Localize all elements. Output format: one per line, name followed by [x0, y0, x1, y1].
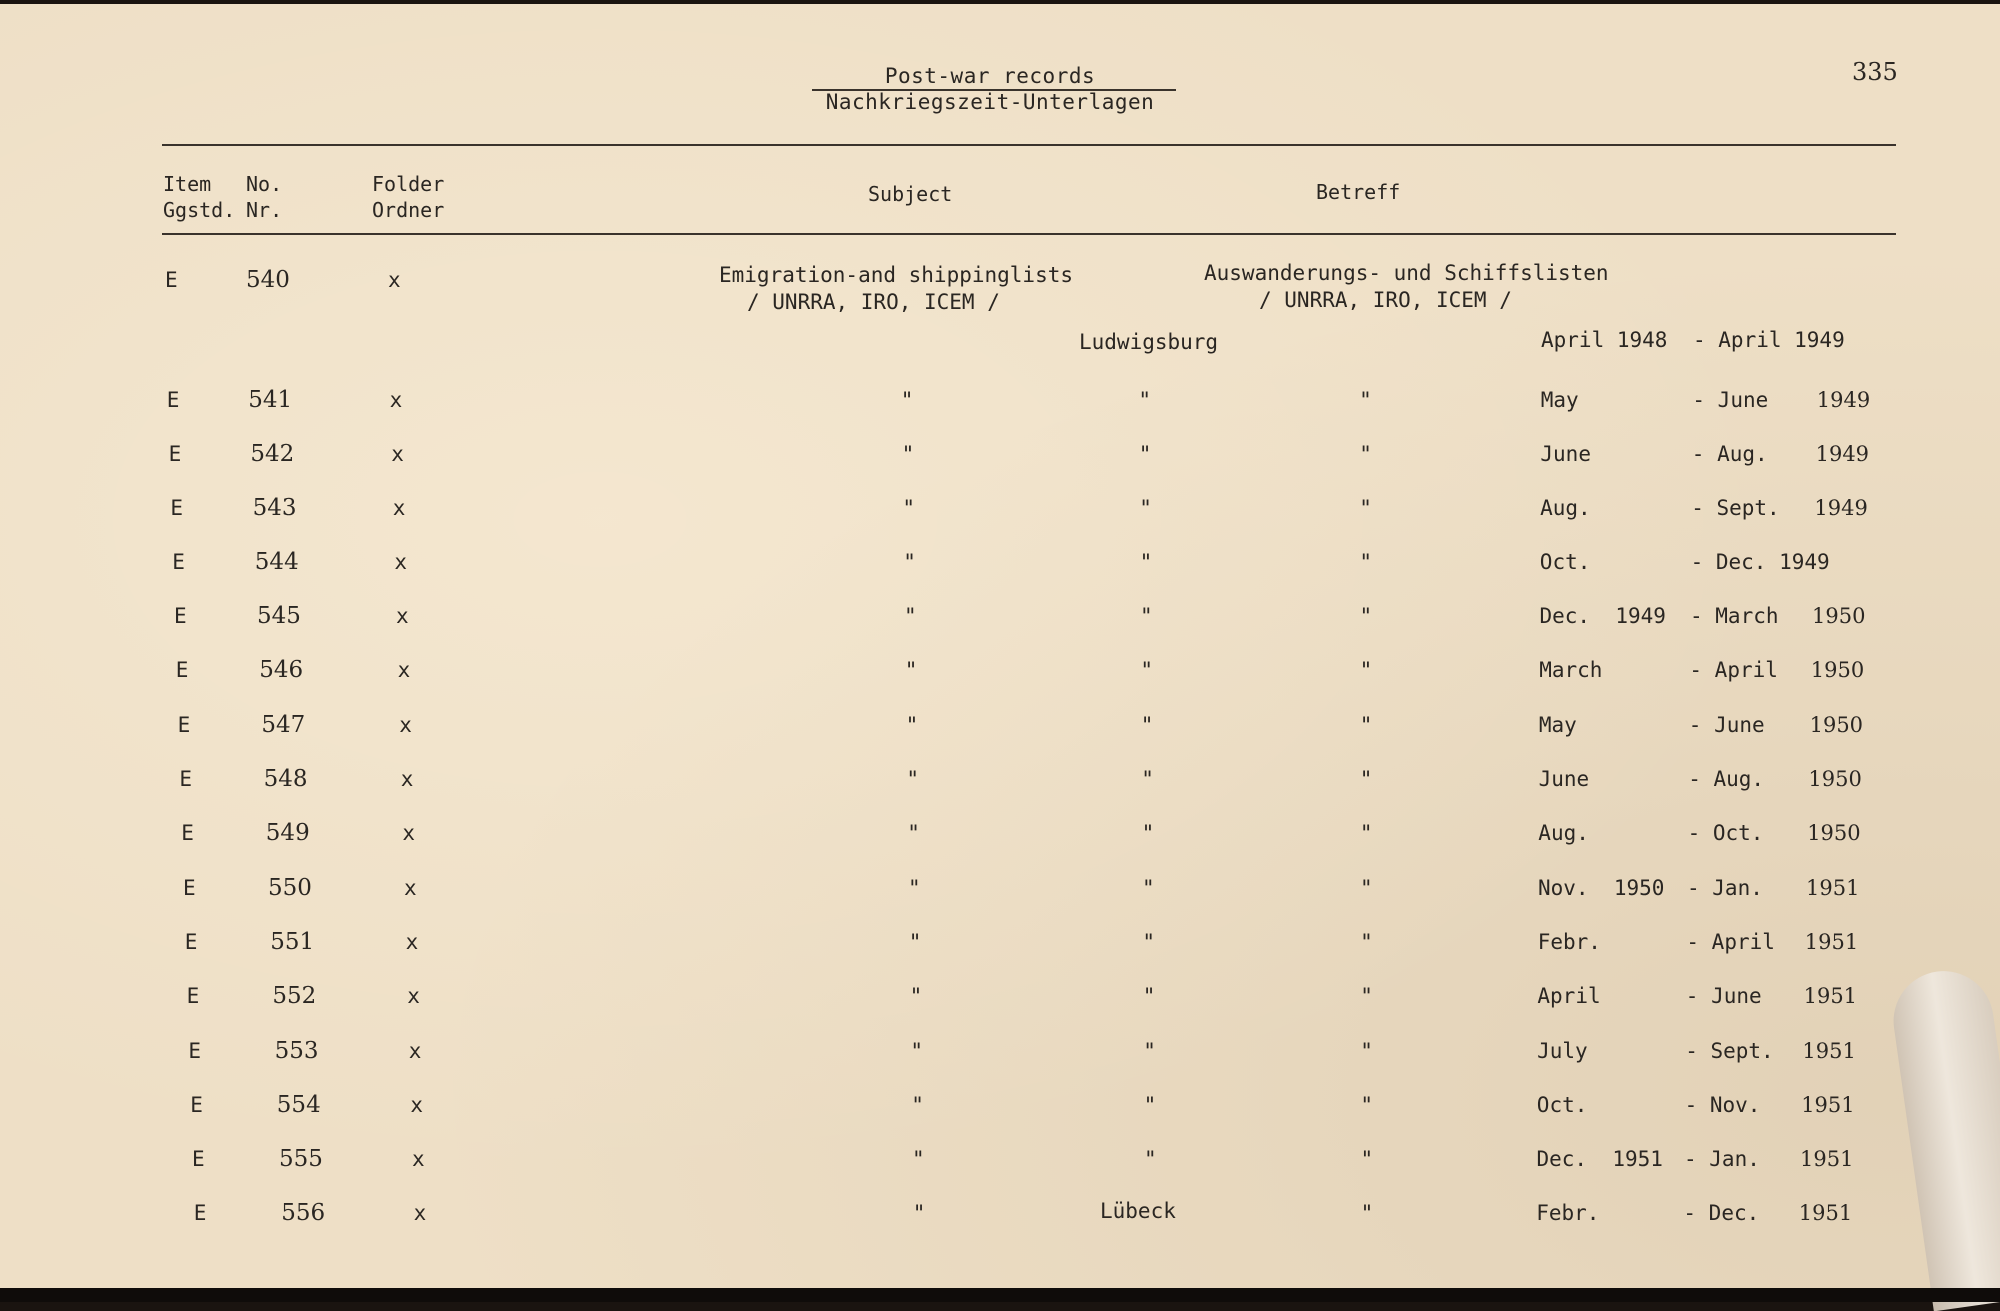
row-date-from: July: [1537, 1039, 1588, 1063]
row-number: 548: [263, 766, 308, 792]
row-year: 1950: [1812, 604, 1866, 628]
row-folder: x: [388, 268, 401, 292]
row-date-to: - Jan.: [1684, 1147, 1760, 1171]
row-date-to: - Aug.: [1688, 767, 1765, 791]
row-folder: x: [404, 876, 417, 900]
row-ditto-subject: ": [910, 1039, 924, 1063]
row-ditto-middle: ": [1138, 442, 1152, 466]
row-ditto-middle: ": [1140, 713, 1154, 737]
row-year: 1949: [1814, 496, 1868, 520]
row-item: E: [168, 442, 182, 466]
row-ditto-middle: Lübeck: [1100, 1199, 1176, 1223]
row-number: 546: [259, 657, 304, 683]
row-ditto-subject: ": [908, 876, 921, 900]
row-year: 1950: [1808, 767, 1862, 791]
row-ditto-betreff: ": [1359, 604, 1373, 628]
row-date-from: March: [1539, 658, 1603, 682]
row-folder: x: [402, 821, 416, 845]
row-item: E: [183, 876, 196, 900]
row-year: 1951: [1803, 984, 1858, 1008]
row-item: E: [184, 930, 198, 954]
row-ditto-middle: ": [1142, 930, 1156, 954]
row-ditto-betreff: ": [1359, 550, 1373, 574]
row-ditto-middle: ": [1140, 604, 1153, 628]
row-date-to: - Jan.: [1687, 876, 1763, 900]
col-header-no-en: No.: [246, 172, 283, 196]
row-item: E: [186, 984, 200, 1008]
title-english: Post-war records: [884, 64, 1096, 88]
row-item: E: [175, 658, 189, 682]
row-item: E: [174, 604, 187, 628]
row-number: 553: [274, 1038, 319, 1064]
row-folder: x: [396, 604, 409, 628]
col-header-subject: Subject: [868, 182, 953, 206]
row-folder: x: [397, 658, 411, 682]
row-ditto-subject: ": [907, 821, 920, 845]
row-date-from: Oct.: [1539, 550, 1591, 574]
row-date-to: - June: [1688, 713, 1765, 737]
row-date-from: Febr.: [1536, 1201, 1600, 1225]
row-item: E: [193, 1201, 207, 1225]
row-ditto-subject: ": [901, 442, 915, 466]
row-number: 549: [265, 820, 310, 846]
row-ditto-middle: ": [1139, 550, 1153, 574]
row-ditto-subject: ": [909, 984, 923, 1008]
row-ditto-subject: ": [904, 658, 918, 682]
subject-line-2: / UNRRA, IRO, ICEM /: [747, 290, 1000, 314]
row-date-from: June: [1538, 767, 1590, 791]
row-folder: x: [400, 767, 414, 791]
thumb-holding-page: [1887, 965, 2000, 1311]
row-date-to: - Sept.: [1691, 496, 1780, 520]
row-year: 1949: [1816, 388, 1871, 412]
row-ditto-middle: ": [1141, 821, 1155, 845]
row-ditto-betreff: ": [1360, 1147, 1374, 1171]
first-entry-from: April 1948: [1541, 328, 1668, 352]
row-number: 544: [254, 549, 299, 575]
row-folder: x: [399, 713, 412, 737]
row-date-to: - Oct.: [1687, 821, 1764, 845]
row-date-to: - Dec.: [1683, 1201, 1760, 1225]
first-entry-to: - April 1949: [1693, 328, 1845, 352]
row-year: 1950: [1810, 658, 1865, 682]
row-ditto-betreff: ": [1359, 442, 1372, 466]
row-year: 1951: [1806, 876, 1860, 900]
row-ditto-betreff: ": [1360, 876, 1373, 900]
row-date-to: - Sept.: [1685, 1039, 1774, 1063]
col-header-no-de: Nr.: [246, 198, 283, 222]
row-ditto-betreff: ": [1360, 930, 1373, 954]
row-year: 1951: [1804, 930, 1859, 954]
row-year: 1950: [1807, 821, 1861, 845]
row-folder: x: [410, 1093, 424, 1117]
row-number: 556: [281, 1200, 326, 1226]
row-date-from: May: [1540, 388, 1579, 412]
header-bottom-rule: [162, 233, 1896, 235]
row-ditto-middle: ": [1141, 767, 1154, 791]
row-number: 542: [250, 441, 295, 467]
row-number: 550: [268, 875, 312, 901]
row-date-to: - April: [1689, 658, 1778, 682]
row-item: E: [170, 496, 184, 520]
row-year: 1951: [1802, 1039, 1856, 1063]
row-folder: x: [408, 1039, 422, 1063]
row-number: 547: [261, 712, 306, 738]
page-number: 335: [1852, 58, 1898, 86]
row-number: 551: [270, 929, 315, 955]
row-item: E: [181, 821, 194, 845]
row-ditto-middle: ": [1144, 1147, 1157, 1171]
row-date-from: Febr.: [1537, 930, 1601, 954]
row-folder: x: [413, 1201, 427, 1225]
row-ditto-subject: ": [906, 767, 920, 791]
row-folder: x: [394, 550, 408, 574]
row-ditto-betreff: ": [1360, 1201, 1374, 1225]
row-year: 1951: [1801, 1093, 1855, 1117]
row-ditto-middle: ": [1139, 496, 1152, 520]
row-ditto-subject: ": [902, 496, 916, 520]
row-date-to: - June: [1685, 984, 1762, 1008]
row-ditto-middle: ": [1143, 1039, 1156, 1063]
row-item: E: [165, 268, 178, 292]
row-ditto-middle: ": [1140, 658, 1154, 682]
row-year: 1951: [1800, 1147, 1854, 1171]
row-folder: x: [412, 1147, 425, 1171]
row-item: E: [179, 767, 193, 791]
row-date-from: Aug.: [1538, 821, 1589, 845]
row-date-from: Nov. 1950: [1538, 876, 1665, 900]
row-date-to: - Dec. 1949: [1690, 550, 1830, 574]
row-ditto-betreff: ": [1360, 984, 1373, 1008]
row-date-from: June: [1540, 442, 1591, 466]
row-date-from: Dec. 1949: [1539, 604, 1666, 628]
row-ditto-betreff: ": [1359, 821, 1373, 845]
row-date-to: - Aug.: [1691, 442, 1768, 466]
row-ditto-middle: ": [1142, 876, 1155, 900]
row-ditto-betreff: ": [1360, 1093, 1374, 1117]
row-date-to: - Nov.: [1684, 1093, 1761, 1117]
row-ditto-subject: ": [903, 550, 916, 574]
row-year: 1949: [1815, 442, 1870, 466]
subject-line-1: Emigration-and shippinglists: [719, 263, 1074, 287]
row-number: 540: [246, 267, 290, 293]
row-ditto-betreff: ": [1359, 658, 1373, 682]
row-ditto-subject: ": [900, 388, 914, 412]
row-ditto-betreff: ": [1359, 388, 1372, 412]
col-header-betreff: Betreff: [1316, 180, 1401, 204]
row-ditto-subject: ": [912, 1147, 925, 1171]
row-folder: x: [389, 388, 403, 412]
row-ditto-betreff: ": [1359, 767, 1373, 791]
row-number: 554: [276, 1092, 321, 1118]
row-number: 555: [279, 1146, 323, 1172]
row-item: E: [172, 550, 185, 574]
row-folder: x: [391, 442, 404, 466]
row-year: 1950: [1809, 713, 1864, 737]
row-date-to: - June: [1692, 388, 1769, 412]
betreff-line-1: Auswanderungs- und Schiffslisten: [1204, 261, 1609, 285]
row-item: E: [190, 1093, 203, 1117]
row-date-to: - April: [1686, 930, 1775, 954]
row-number: 541: [248, 387, 293, 413]
row-ditto-subject: ": [911, 1093, 924, 1117]
header-top-rule: [162, 144, 1896, 146]
row-ditto-middle: ": [1143, 1093, 1157, 1117]
row-date-from: May: [1538, 713, 1577, 737]
row-ditto-betreff: ": [1360, 1039, 1373, 1063]
row-item: E: [177, 713, 191, 737]
row-year: 1951: [1798, 1201, 1853, 1225]
title-german: Nachkriegszeit-Unterlagen: [825, 90, 1155, 114]
row-ditto-middle: ": [1138, 388, 1152, 412]
col-header-folder-de: Ordner: [372, 198, 445, 222]
row-number: 552: [272, 983, 317, 1009]
row-folder: x: [407, 984, 420, 1008]
page-bottom-edge: [0, 1288, 2000, 1302]
row-folder: x: [392, 496, 406, 520]
col-header-item-en: Item: [163, 172, 212, 196]
row-ditto-betreff: ": [1359, 713, 1373, 737]
document-page: [0, 4, 2000, 1292]
place-ludwigsburg: Ludwigsburg: [1079, 330, 1219, 354]
row-date-from: Oct.: [1536, 1093, 1588, 1117]
row-item: E: [166, 388, 180, 412]
row-ditto-middle: ": [1142, 984, 1156, 1008]
row-ditto-subject: ": [905, 713, 919, 737]
betreff-line-2: / UNRRA, IRO, ICEM /: [1259, 288, 1512, 312]
row-ditto-subject: ": [904, 604, 917, 628]
row-date-from: April: [1537, 984, 1601, 1008]
row-date-to: - March: [1690, 604, 1779, 628]
row-date-from: Dec. 1951: [1536, 1147, 1663, 1171]
col-header-folder-en: Folder: [372, 172, 445, 196]
row-item: E: [192, 1147, 205, 1171]
row-number: 543: [252, 495, 297, 521]
row-ditto-subject: ": [912, 1201, 926, 1225]
row-ditto-subject: ": [908, 930, 922, 954]
row-ditto-betreff: ": [1359, 496, 1372, 520]
row-number: 545: [257, 603, 301, 629]
row-date-from: Aug.: [1540, 496, 1591, 520]
row-item: E: [188, 1039, 202, 1063]
row-folder: x: [405, 930, 419, 954]
col-header-item-de: Ggstd.: [163, 198, 236, 222]
